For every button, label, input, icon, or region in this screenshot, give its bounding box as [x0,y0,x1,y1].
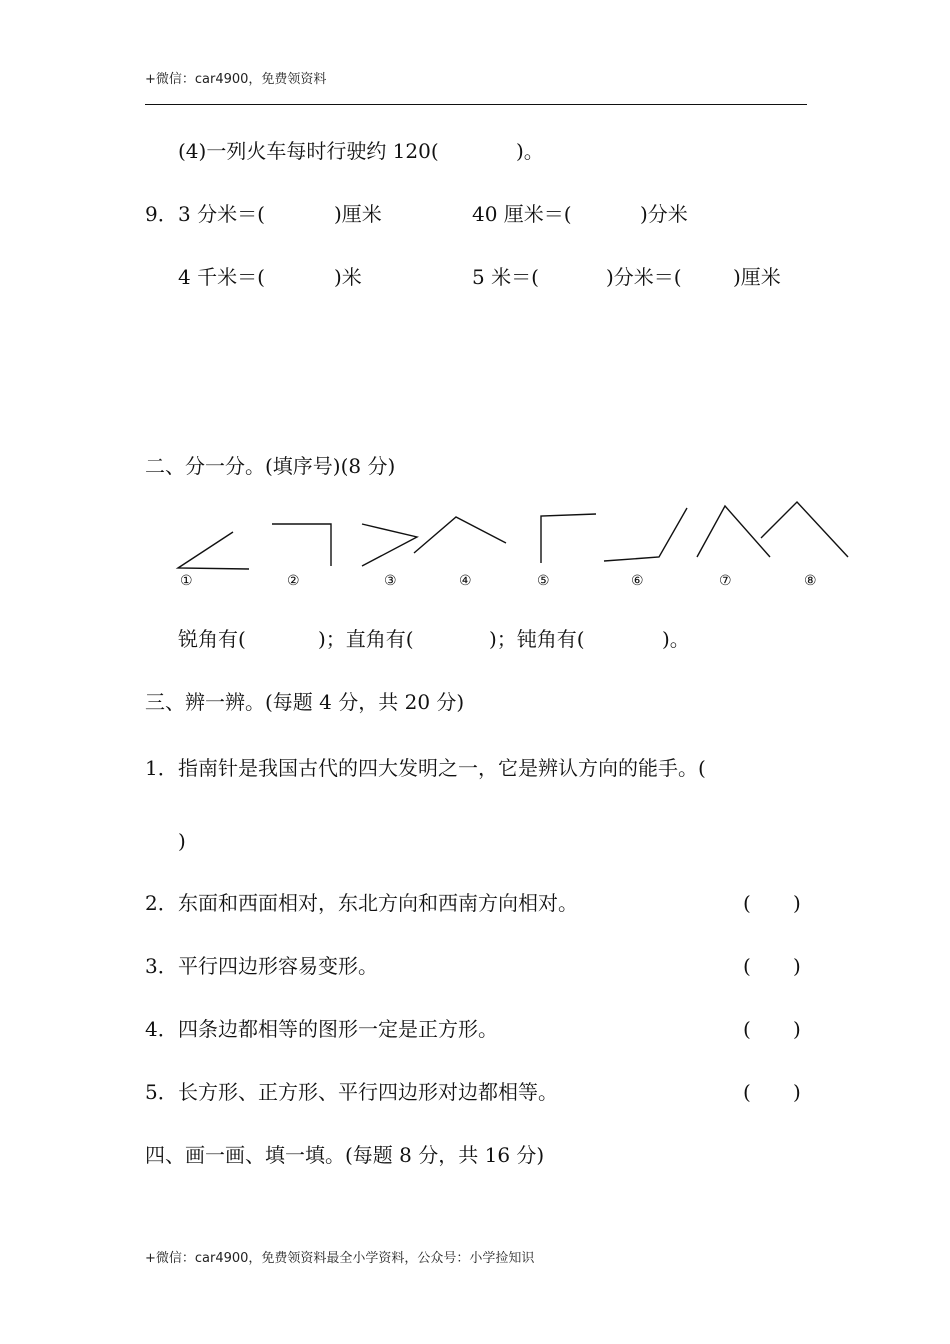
angle-3 [362,524,417,566]
q9-b-right: )分米 [640,202,688,226]
angle-5 [541,514,596,563]
s3-q5-paren-close: ) [793,1080,801,1104]
right-answer-label: )；直角有( [318,627,414,651]
q9-d-right: )厘米 [733,265,781,289]
angle-label-2: ② [287,573,300,589]
s3-q5-paren-open: ( [743,1080,751,1104]
angle-4 [414,517,506,553]
s3-q4-text: 四条边都相等的图形一定是正方形。 [178,1017,498,1041]
q8-4-prefix: (4)一列火车每时行驶约 120( [178,139,439,163]
angle-label-4: ④ [459,573,472,589]
q8-4-suffix: )。 [516,139,544,163]
s3-q5-text: 长方形、正方形、平行四边形对边都相等。 [178,1080,558,1104]
angle-2 [272,524,331,566]
s3-q2-paren-close: ) [793,891,801,915]
s3-q3-paren-open: ( [743,954,751,978]
angle-label-1: ① [180,573,193,589]
answer-end: )。 [662,627,690,651]
s3-q4-paren-open: ( [743,1017,751,1041]
angle-1 [178,532,249,569]
page-header: +微信：car4900，免费领资料 [145,72,327,87]
s3-q3-number: 3． [145,954,178,978]
angle-label-3: ③ [384,573,397,589]
section3-title: 三、辨一辨。(每题 4 分，共 20 分) [145,690,465,714]
s3-q1-number: 1． [145,756,178,780]
s3-q4-paren-close: ) [793,1017,801,1041]
q9-a-left: 3 分米＝( [178,202,265,226]
q9-label: 9． [145,202,178,226]
angle-label-5: ⑤ [537,573,550,589]
angle-label-8: ⑧ [804,573,817,589]
angle-7 [697,506,770,557]
acute-answer-label: 锐角有( [178,627,246,651]
q9-c-left: 4 千米＝( [178,265,265,289]
section4-title: 四、画一画、填一填。(每题 8 分，共 16 分) [145,1143,545,1167]
q9-b-left: 40 厘米＝( [472,202,572,226]
s3-q1-close: ) [178,829,186,853]
q9-a-right: )厘米 [334,202,382,226]
s3-q5-number: 5． [145,1080,178,1104]
q9-d-middle: )分米＝( [606,265,682,289]
obtuse-answer-label: )；钝角有( [489,627,585,651]
angle-label-6: ⑥ [631,573,644,589]
angle-8 [761,502,848,557]
s3-q1-text: 指南针是我国古代的四大发明之一，它是辨认方向的能手。( [178,756,706,780]
s3-q2-text: 东面和西面相对，东北方向和西南方向相对。 [178,891,578,915]
s3-q2-paren-open: ( [743,891,751,915]
s3-q3-text: 平行四边形容易变形。 [178,954,378,978]
section2-title: 二、分一分。(填序号)(8 分) [145,454,396,478]
s3-q4-number: 4． [145,1017,178,1041]
q9-d-left: 5 米＝( [472,265,539,289]
angle-label-7: ⑦ [719,573,732,589]
q9-c-right: )米 [334,265,362,289]
angle-6 [604,508,687,561]
s3-q3-paren-close: ) [793,954,801,978]
s3-q2-number: 2． [145,891,178,915]
page-footer: +微信：car4900，免费领资料最全小学资料，公众号：小学捡知识 [145,1251,535,1266]
